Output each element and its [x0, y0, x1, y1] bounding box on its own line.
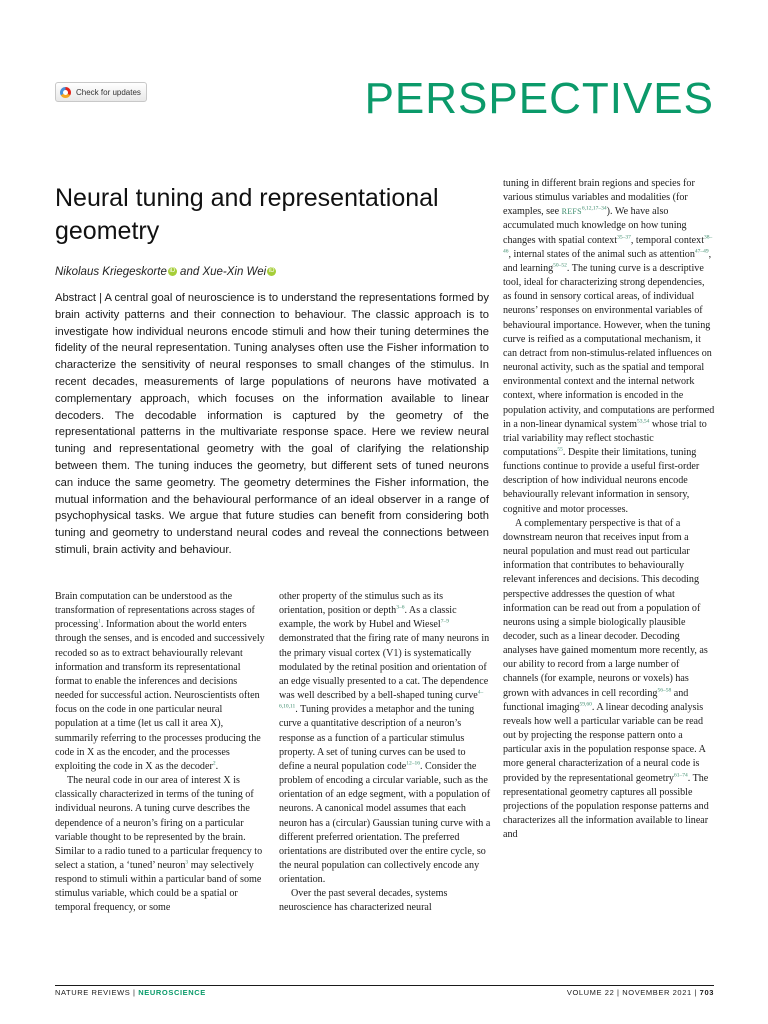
author-line — [55, 266, 276, 278]
reference-citation[interactable]: 2 — [212, 760, 216, 767]
author-name[interactable]: Nikolaus Kriegeskorte — [55, 266, 167, 278]
reference-citation[interactable]: 38–46 — [503, 234, 713, 255]
author-name[interactable]: Xue-Xin Wei — [202, 266, 267, 278]
footer-issue — [567, 988, 714, 997]
reference-citation[interactable]: 47–49 — [694, 248, 709, 255]
reference-citation[interactable]: 6,12,17–34 — [581, 205, 607, 212]
author-separator: and — [176, 266, 203, 278]
abstract: Abstract | A central goal of neuroscience is to understand the representations formed by brain activity patterns and their connection to behaviour. The classic approach is to investigate how individual neurons encode stimuli and how their tuning determines the fidelity of the neural representation. Tuning analyses often use the Fisher information to characterize the sensitivity of neural responses to small changes of the stimulus. In recent decades, measurements of large populations of neurons have motivated a complementary approach, which focuses on the information available to linear decoders. The decodable information is captured by the geometry of the representational patterns in the multivariate response space. Here we review neural tuning and representational geometry with the goal of clarifying the relationship between them. The tuning induces the geometry, but different sets of tuned neurons can induce the same geometry. The geometry determines the Fisher information, the mutual information and the behavioural performance of an ideal observer in a range of psychophysical tasks. We argue that future studies can benefit from considering both tuning and geometry to understand neural codes and reveal the connections between stimuli, brain activity and behaviour. — [55, 292, 489, 556]
paragraph: other property of the stimulus such as its orientation, position or depth$^{3-6}$. As a classic example, the work by Hubel and Wiesel$^{7-9}$ demonstrated that the firing rate of many neurons in the primary visual cortex (V1) is systematically modulated by the retinal position and orientation of an edge visually presented to a cat. The dependence was well described by a bell-shaped tuning curve$^{4-6,10,11}$. Tuning provides a metaphor and the tuning curve a quantitative description of a neuron’s response as a function of a particular stimulus property. A set of tuning curves can be used to define a neural population code$^{12-16}$. Consider the problem of encoding a circular variable, such as the orientation of an edge segment, with a population of neurons. A canonical model assumes that each neuron has a (circular) Gaussian tuning curve with a different preferred orientation. The preferred orientations are distributed over the entire cycle, so the neural population can collectively encode any orientation. — [279, 591, 491, 886]
paragraph: Brain computation can be understood as the transformation of representations across stages of processing$^1$. Information about the world enters through the senses, and is encoded and successively recoded so as to extract behaviourally relevant information and transform its representational format to enable the inferences and decisions needed for successful action. Neuroscientists often focus on the code in one particular neural population at a time (let us call it area X), summarily referring to the processes producing the code in X as the encoder, and the processes exploiting the code in X as the decoder$^2$. — [55, 591, 265, 772]
refs-label: REFS — [561, 207, 582, 217]
check-for-updates-button[interactable] — [55, 82, 147, 102]
orcid-icon[interactable]: iD — [169, 268, 176, 275]
issue-info: VOLUME 22 | NOVEMBER 2021 | — [566, 988, 700, 997]
reference-citation[interactable]: 3–6 — [396, 604, 405, 611]
body-column-3 — [503, 177, 715, 842]
footer-journal: NATURE REVIEWS | NEUROSCIENCE — [55, 988, 206, 997]
paragraph: Over the past several decades, systems neuroscience has characterized neural — [279, 888, 448, 914]
reference-citation[interactable]: 3 — [185, 859, 189, 866]
footer-divider — [55, 985, 714, 986]
reference-citation[interactable]: 12–16 — [406, 760, 420, 767]
reference-citation[interactable]: 56–58 — [657, 687, 672, 694]
reference-citation[interactable]: 61–74 — [673, 772, 688, 779]
reference-citation[interactable]: 53,54 — [636, 418, 650, 425]
section-heading: PERSPECTIVES — [364, 74, 714, 123]
article-title: Neural tuning and representational geometry — [55, 184, 439, 245]
body-column-1 — [55, 590, 267, 916]
paragraph: The neural code in our area of interest X is classically characterized in terms of the tuning of individual neurons. A tuning curve describes the dependence of a neuron’s firing on a particular variable thought to be represented by the brain. Similar to a radio tuned to a particular frequency to select a station, a ‘tuned’ neuron$^3$ may selectively respond to stimuli within a particular band of some stimulus variable, which could be a spatial or temporal frequency, or some — [55, 775, 263, 914]
reference-citation[interactable]: 55 — [557, 446, 563, 453]
journal-section: NEUROSCIENCE — [138, 988, 206, 997]
body-column-2 — [279, 590, 491, 916]
reference-citation[interactable]: 4–6,10,11 — [279, 689, 484, 710]
orcid-icon[interactable]: iD — [268, 268, 275, 275]
paragraph: A complementary perspective is that of a downstream neuron that receives input from a neural population and must read out particular information that contributes to behaviourally relevant inferences and decisions. This decoding perspective addresses the question of what information can be read out from a population of neurons using a simple biologically plausible decoder, such as a linear decoder. Decoding analyses have gained momentum more recently, as our ability to record from a large number of channels (for example, neurons or voxels) has grown with advances in cell recording$^{56-58}$ and functional imaging$^{59,60}$. A linear decoding analysis reveals how well a particular variable can be read out by projecting the response pattern onto a particular axis in the population response space. A more general characterization of a neural code is provided by the representational geometry$^{61-74}$. The representational geometry captures all possible projections of the population response patterns and characterizes all the information available to linear and — [503, 517, 709, 841]
paragraph: tuning in different brain regions and species for various stimulus variables and modalities (for examples, see REFS$^{6,12,17-34}$). We have also accumulated much knowledge on how tuning changes with spatial context$^{35-37}$, temporal context$^{38-46}$, internal states of the animal such as attention$^{47-49}$, and learning$^{50-52}$. The tuning curve is a descriptive tool, ideal for characterizing strong dependencies, as found in sensory cortical areas, of individual neurons’ responses on environmental variables of behavioural importance. However, when the tuning curve is reified as a computational mechanism, it can detract from non-stimulus-related influences on neuronal activity, such as the spatial and temporal environmental context and the internal network context, where information is encoded in the population activity, and computations are performed in a non-linear dynamical system$^{53,54}$ whose trial to trial variability may reflect stochastic computations$^{55}$. Despite their limitations, tuning functions continue to provide a useful first-order description of how individual neurons encode behaviourally relevant information in sensory, cognitive and motor processes. — [503, 178, 715, 515]
page-number: 703 — [699, 988, 714, 997]
crossmark-icon — [60, 87, 71, 98]
reference-citation[interactable]: 1 — [98, 618, 101, 625]
reference-citation[interactable]: 50–52 — [553, 262, 567, 269]
check-for-updates-label: Check for updates — [76, 87, 141, 97]
reference-citation[interactable]: 35–37 — [617, 234, 631, 241]
journal-name: NATURE REVIEWS — [55, 988, 131, 997]
reference-citation[interactable]: 59,60 — [579, 701, 592, 708]
reference-citation[interactable]: 7–9 — [440, 618, 449, 625]
